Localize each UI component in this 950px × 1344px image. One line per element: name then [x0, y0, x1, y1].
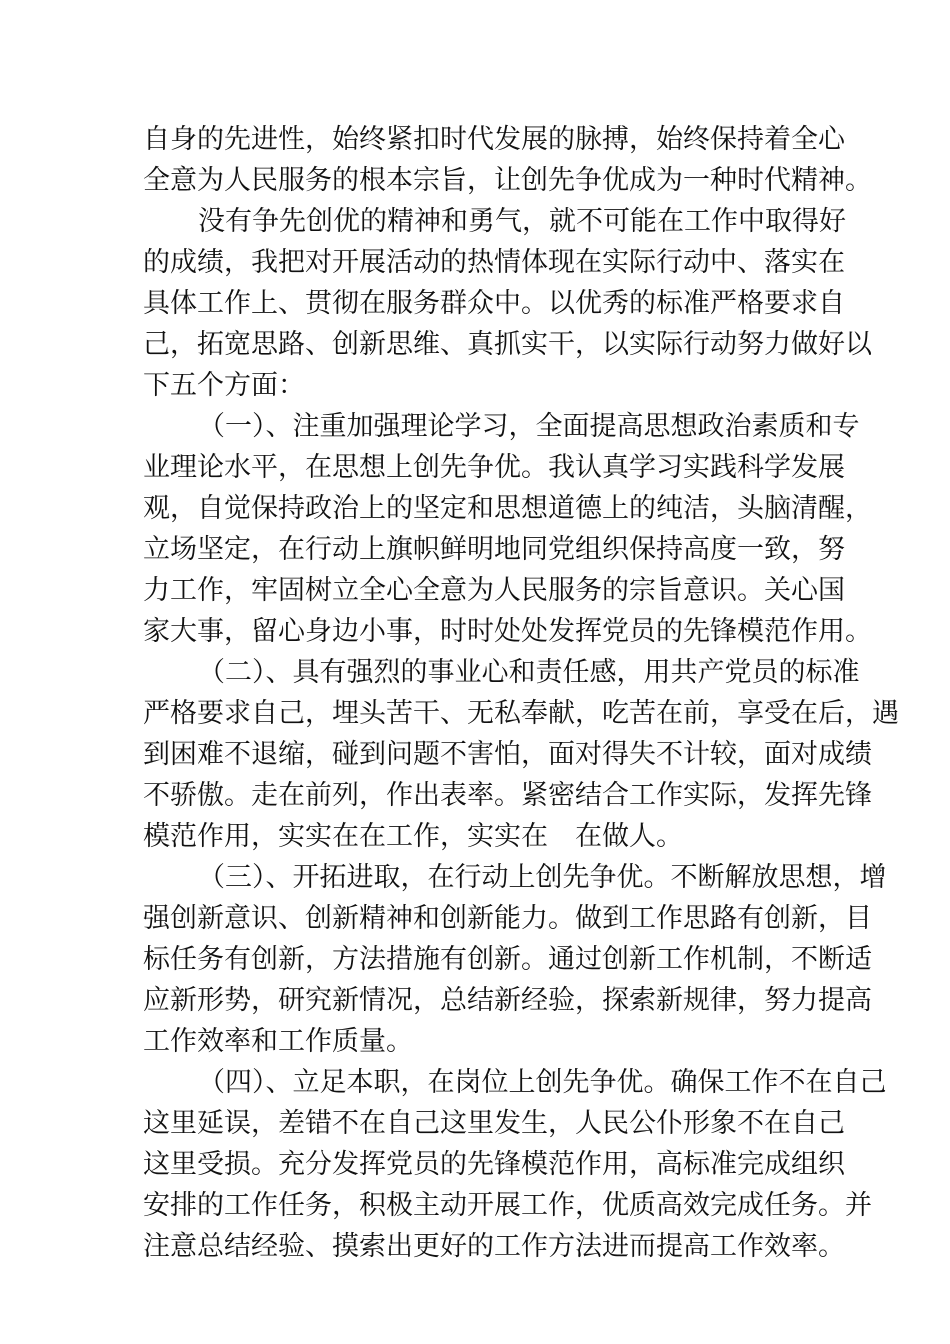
text-line: 的成绩，我把对开展活动的热情体现在实际行动中、落实在	[143, 247, 845, 278]
text-line: 这里延误，差错不在自己这里发生，人民公仆形象不在自己	[143, 1108, 845, 1139]
text-line: 具体工作上、贯彻在服务群众中。以优秀的标准严格要求自	[143, 288, 845, 319]
paragraph-start-line: （三）、开拓进取，在行动上创先争优。不断解放思想，增	[198, 862, 887, 893]
text-line: 全意为人民服务的根本宗旨，让创先争优成为一种时代精神。	[143, 165, 872, 196]
text-line: 己，拓宽思路、创新思维、真抓实干，以实际行动努力做好以	[143, 329, 872, 360]
text-line: 业理论水平，在思想上创先争优。我认真学习实践科学发展	[143, 452, 845, 483]
text-line: 安排的工作任务，积极主动开展工作，优质高效完成任务。并	[143, 1190, 872, 1221]
text-line: 模范作用，实实在在工作，实实在 在做人。	[143, 821, 683, 852]
text-line: 自身的先进性，始终紧扣时代发展的脉搏，始终保持着全心	[143, 124, 845, 155]
paragraph-start-line: （一）、注重加强理论学习，全面提高思想政治素质和专	[198, 411, 860, 442]
document-body	[143, 119, 899, 1267]
paragraph-start-line: 没有争先创优的精神和勇气，就不可能在工作中取得好	[198, 206, 846, 237]
text-line: 家大事，留心身边小事，时时处处发挥党员的先锋模范作用。	[143, 616, 872, 647]
text-line: 标任务有创新，方法措施有创新。通过创新工作机制，不断适	[143, 944, 872, 975]
paragraph-start-line: （四）、立足本职，在岗位上创先争优。确保工作不在自己	[198, 1067, 887, 1098]
text-line: 观，自觉保持政治上的坚定和思想道德上的纯洁，头脑清醒，	[143, 493, 872, 524]
text-line: 力工作，牢固树立全心全意为人民服务的宗旨意识。关心国	[143, 575, 845, 606]
text-line: 这里受损。充分发挥党员的先锋模范作用，高标准完成组织	[143, 1149, 845, 1180]
text-line: 注意总结经验、摸索出更好的工作方法进而提高工作效率。	[143, 1231, 845, 1262]
paragraph-start-line: （二）、具有强烈的事业心和责任感，用共产党员的标准	[198, 657, 860, 688]
text-line: 不骄傲。走在前列，作出表率。紧密结合工作实际，发挥先锋	[143, 780, 872, 811]
text-line: 严格要求自己，埋头苦干、无私奉献，吃苦在前，享受在后，遇	[143, 698, 899, 729]
text-line: 立场坚定，在行动上旗帜鲜明地同党组织保持高度一致，努	[143, 534, 845, 565]
text-line: 应新形势，研究新情况，总结新经验，探索新规律，努力提高	[143, 985, 872, 1016]
text-line: 到困难不退缩，碰到问题不害怕，面对得失不计较，面对成绩	[143, 739, 872, 770]
text-line: 强创新意识、创新精神和创新能力。做到工作思路有创新，目	[143, 903, 872, 934]
text-line: 下五个方面：	[143, 370, 305, 401]
text-line: 工作效率和工作质量。	[143, 1026, 413, 1057]
